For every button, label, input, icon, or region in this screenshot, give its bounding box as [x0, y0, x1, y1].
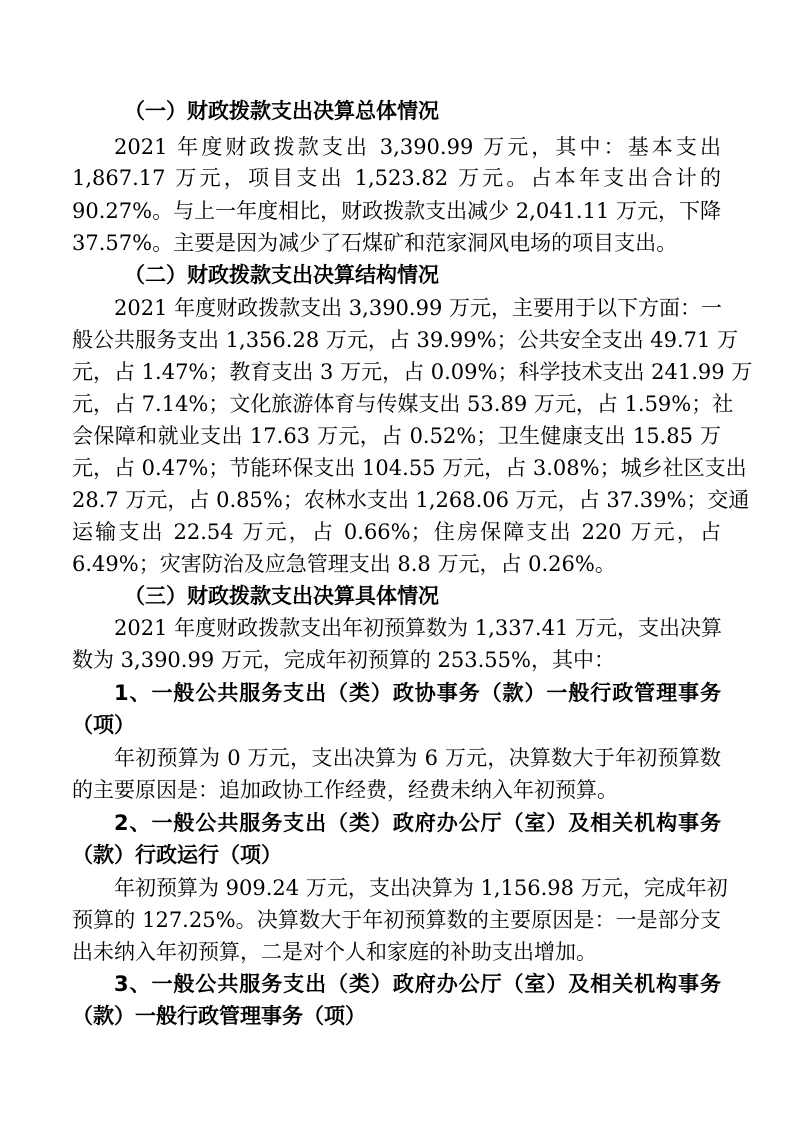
- paragraph-line: 6.49%；灾害防治及应急管理支出 8.8 万元，占 0.26%。: [72, 552, 616, 576]
- paragraph-line: 年初预算为 909.24 万元，支出决算为 1,156.98 万元，完成年初: [114, 876, 728, 900]
- paragraph-line: 预算的 127.25%。决算数大于年初预算数的主要原因是：一是部分支: [72, 908, 721, 932]
- item-title-2-cont: （款）行政运行（项）: [72, 843, 282, 867]
- section-heading-1: （一）财政拨款支出决算总体情况: [124, 99, 439, 123]
- item-title-1-cont: （项）: [72, 713, 135, 737]
- item-title-3-cont: （款）一般行政管理事务（项）: [72, 1004, 366, 1028]
- paragraph-line: 2021 年度财政拨款支出 3,390.99 万元，其中：基本支出: [114, 135, 721, 159]
- section-heading-3: （三）财政拨款支出决算具体情况: [124, 584, 439, 608]
- paragraph-line: 1,867.17 万元，项目支出 1,523.82 万元。占本年支出合计的: [72, 166, 721, 190]
- item-title-2: 2、一般公共服务支出（类）政府办公厅（室）及相关机构事务: [114, 811, 721, 835]
- paragraph-line: 90.27%。与上一年度相比，财政拨款支出减少 2,041.11 万元，下降: [72, 199, 721, 223]
- paragraph-line: 运输支出 22.54 万元，占 0.66%；住房保障支出 220 万元，占: [72, 520, 721, 544]
- paragraph-line: 元，占 0.47%；节能环保支出 104.55 万元，占 3.08%；城乡社区支出: [72, 456, 747, 480]
- section-heading-2: （二）财政拨款支出决算结构情况: [124, 263, 439, 287]
- paragraph-line: 2021 年度财政拨款支出年初预算数为 1,337.41 万元，支出决算: [114, 616, 722, 640]
- paragraph-line: 会保障和就业支出 17.63 万元，占 0.52%；卫生健康支出 15.85 万: [72, 424, 721, 448]
- paragraph-line: 2021 年度财政拨款支出 3,390.99 万元，主要用于以下方面：一: [114, 296, 722, 320]
- paragraph-line: 出未纳入年初预算，二是对个人和家庭的补助支出增加。: [72, 940, 597, 964]
- paragraph-line: 元，占 7.14%；文化旅游体育与传媒支出 53.89 万元，占 1.59%；社: [72, 392, 734, 416]
- paragraph-line: 元，占 1.47%；教育支出 3 万元，占 0.09%；科学技术支出 241.99 万: [72, 360, 753, 384]
- item-title-3: 3、一般公共服务支出（类）政府办公厅（室）及相关机构事务: [114, 972, 721, 996]
- paragraph-line: 年初预算为 0 万元，支出决算为 6 万元，决算数大于年初预算数: [114, 746, 721, 770]
- paragraph-line: 数为 3,390.99 万元，完成年初预算的 253.55%，其中：: [72, 648, 615, 672]
- paragraph-line: 37.57%。主要是因为减少了石煤矿和范家洞风电场的项目支出。: [72, 231, 678, 255]
- item-title-1: 1、一般公共服务支出（类）政协事务（款）一般行政管理事务: [114, 681, 721, 705]
- paragraph-line: 28.7 万元，占 0.85%；农林水支出 1,268.06 万元，占 37.39%；交通: [72, 488, 750, 512]
- paragraph-line: 般公共服务支出 1,356.28 万元，占 39.99%；公共安全支出 49.71 万: [72, 328, 739, 352]
- paragraph-line: 的主要原因是：追加政协工作经费，经费未纳入年初预算。: [72, 778, 618, 802]
